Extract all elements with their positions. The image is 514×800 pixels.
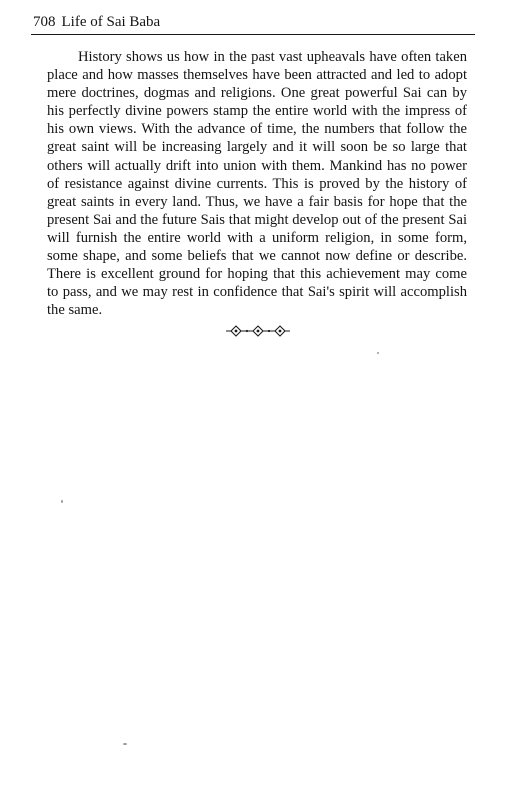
header-rule xyxy=(31,34,475,35)
running-title: Life of Sai Baba xyxy=(61,14,161,30)
page-number: 708 xyxy=(33,14,56,30)
body-paragraph: History shows us how in the past vast upheavals have often taken place and how masses themselves have been attracted and led to adopt mere doctrines, dogmas and religions. One great powerful Sai can by his perfectly divine powers stamp the entire world with the impress of his own views. With the advance of time, the numbers that follow the great saint will be increasing largely and it will soon be so large that others will actually drift into union with them. Mankind has no power of resistance against divine currents. This is proved by the history of great saints in every land. Thus, we have a fair basis for hope that the present Sai and the future Sais that might develop out of the present Sai will furnish the entire world with a uniform religion, in some form, some shape, and some beliefs that we cannot now define or describe. There is excellent ground for hoping that this achievement may come to pass, and we may rest in confidence that Sai's spirit will accomplish the same. xyxy=(47,49,467,319)
paper-speck xyxy=(377,352,379,354)
paper-speck xyxy=(61,500,63,503)
diamond-chain-ornament-icon xyxy=(226,325,290,337)
running-header xyxy=(33,13,160,31)
paper-speck xyxy=(123,743,127,745)
